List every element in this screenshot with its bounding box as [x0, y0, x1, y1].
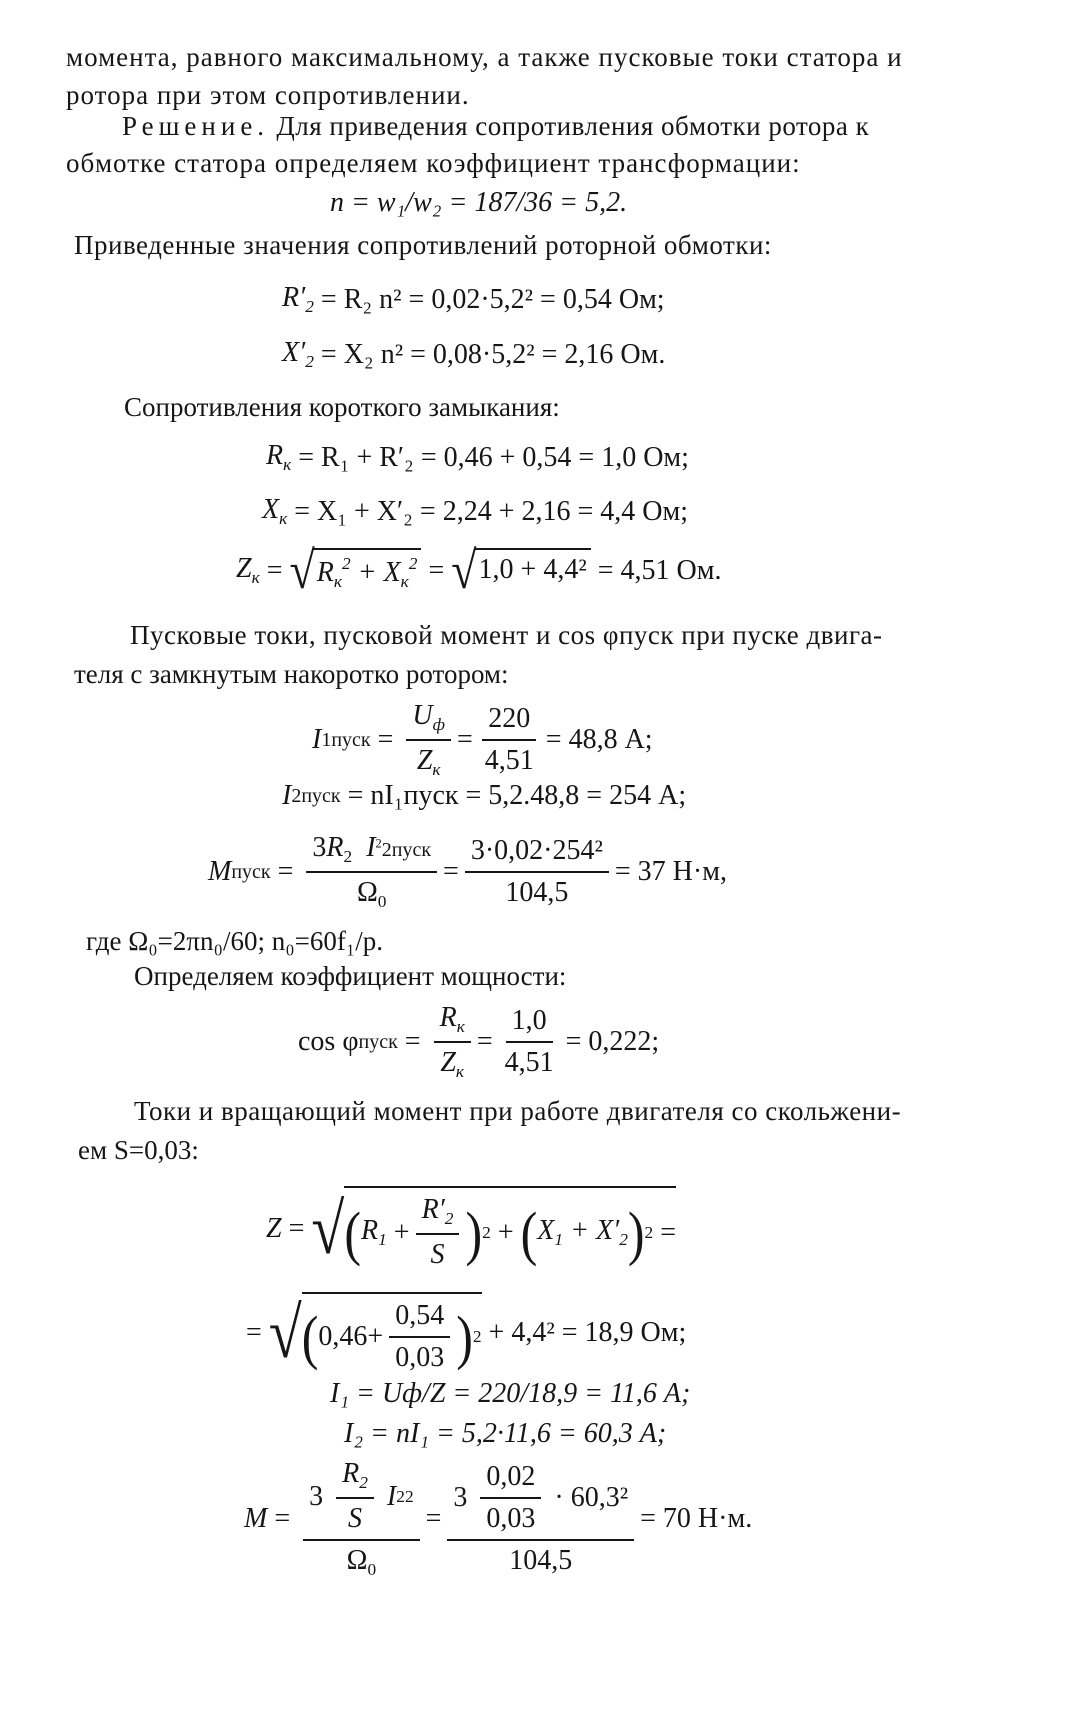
- fraction-denominator: 4,51: [504, 1047, 554, 1079]
- equation-result: = 4,51 Ом.: [597, 555, 722, 586]
- equation-rhs: = R₂ n² = 0,02·5,2² = 0,54 Ом;: [320, 283, 665, 315]
- equation-n: n = w₁/w₂ = 187/36 = 5,2.: [330, 187, 628, 218]
- paragraph-line: Пусковые токи, пусковой момент и cos φпуск при пуске двига-: [130, 620, 883, 650]
- paragraph-line: Приведенные значения сопротивлений роторной обмотки:: [74, 230, 772, 260]
- fraction-denominator: 4,51: [484, 745, 534, 777]
- equation-r2-prime: $R'_2$ = R₂ n² = 0,02·5,2² = 0,54 Ом;: [282, 282, 665, 317]
- fraction-denominator: 0,03: [486, 1503, 536, 1535]
- fraction-numerator: 0,02: [480, 1461, 541, 1499]
- equation-i2: I₂ = nI₁ = 5,2·11,6 = 60,3 А;: [344, 1418, 667, 1449]
- equation-rk: $R_к$ = R₁ + R′₂ = 0,46 + 0,54 = 1,0 Ом;: [266, 440, 689, 475]
- solution-paragraph: [122, 113, 869, 140]
- paragraph-line: Сопротивления короткого замыкания:: [124, 392, 560, 422]
- paragraph-text: Для приведения сопротивления обмотки ротора к: [269, 111, 870, 141]
- equation-x2-prime: $X'_2$ = X₂ n² = 0,08·5,2² = 2,16 Ом.: [282, 337, 666, 372]
- equation-result: = 0,222;: [565, 1026, 660, 1058]
- fraction-denominator: 0,03: [395, 1342, 445, 1373]
- fraction-numerator: 0,54: [389, 1300, 450, 1338]
- paragraph-line: теля с замкнутым накоротко ротором:: [74, 659, 509, 689]
- equation-rhs: = X₂ n² = 0,08·5,2² = 2,16 Ом.: [320, 338, 666, 370]
- solution-label: Решение.: [122, 111, 270, 141]
- paragraph-line: Токи и вращающий момент при работе двигателя со скольжени-: [134, 1096, 902, 1126]
- equation-m-start: M пуск = $\frac{3R_2 I^22пуск}{\Omega_0}$ = $\frac{\text{3·0,02·254²}}{104,5}$ = 37 Н·м,: [208, 832, 727, 912]
- equation-result: = 70 Н·м.: [640, 1503, 753, 1535]
- equation-result: + 4,4² = 18,9 Ом;: [488, 1317, 687, 1348]
- equation-rhs: = X₁ + X′₂ = 2,24 + 2,16 = 4,4 Ом;: [294, 495, 688, 527]
- equation-xk: $X_к$ = X₁ + X′₂ = 2,24 + 2,16 = 4,4 Ом;: [262, 494, 688, 529]
- equation-z-numeric: = √ ( 0,46+ $\frac{0,54}{0,03}$ ) 2 + 4,4² = 18,9 Ом;: [246, 1293, 687, 1373]
- equation-m: M = 3 $\frac{R_2}{S}$ I 2 2 $\Omega_0$ = 3 $\frac{0,02}{0,03}$ · 60,3² 104,5 = 70 Н·м.: [244, 1458, 753, 1580]
- fraction-numerator: 1,0: [506, 1005, 553, 1043]
- equation-factor: · 60,3²: [554, 1482, 629, 1514]
- paragraph-line: ротора при этом сопротивлении.: [66, 80, 470, 110]
- paragraph-line: обмотке статора определяем коэффициент трансформации:: [66, 148, 801, 178]
- paragraph-line: момента, равного максимальному, а также пусковые токи статора и: [66, 42, 903, 72]
- equation-result: = 37 Н·м,: [614, 856, 727, 888]
- equation-rhs: = nI₁пуск = 5,2.48,8 = 254 А;: [347, 780, 687, 811]
- fraction-denominator: 104,5: [505, 877, 569, 909]
- paragraph-line: Определяем коэффициент мощности:: [134, 961, 567, 991]
- equation-i2-start: I 2пуск = nI₁пуск = 5,2.48,8 = 254 А;: [282, 780, 687, 811]
- fraction-denominator: 104,5: [509, 1545, 573, 1577]
- paragraph-line: где Ω₀=2πn₀/60; n₀=60f₁/p.: [86, 926, 383, 956]
- equation-i1-start: I 1пуск = $\frac{U_ф}{Z_к}$ = $\frac{220}{4,51}$ = 48,8 А;: [312, 700, 653, 780]
- equation-zk: $Z_к$ = √ $R_к^2 + X_к^2$ = √ 1,0 + 4,4² = 4,51 Ом.: [236, 541, 722, 600]
- equation-rhs: = R₁ + R′₂ = 0,46 + 0,54 = 1,0 Ом;: [298, 441, 689, 473]
- fraction-numerator: 220: [482, 703, 536, 741]
- equation-cos-phi: cos φ пуск = $\frac{R_к}{Z_к}$ = $\frac{1,0}{4,51}$ = 0,222;: [298, 1002, 660, 1082]
- sqrt-value: 1,0 + 4,4²: [475, 548, 591, 594]
- fraction-numerator: 3·0,02·254²: [465, 835, 609, 873]
- equation-z-general: Z = √ ( $R_1$ + $\frac{R'_2}{S}$ ) 2 + ( $X_1 + X'_2$ ) 2 =: [266, 1186, 676, 1271]
- paragraph-line: ем S=0,03:: [78, 1135, 199, 1165]
- equation-i1: I₁ = Uф/Z = 220/18,9 = 11,6 А;: [330, 1378, 691, 1409]
- equation-result: = 48,8 А;: [545, 724, 653, 756]
